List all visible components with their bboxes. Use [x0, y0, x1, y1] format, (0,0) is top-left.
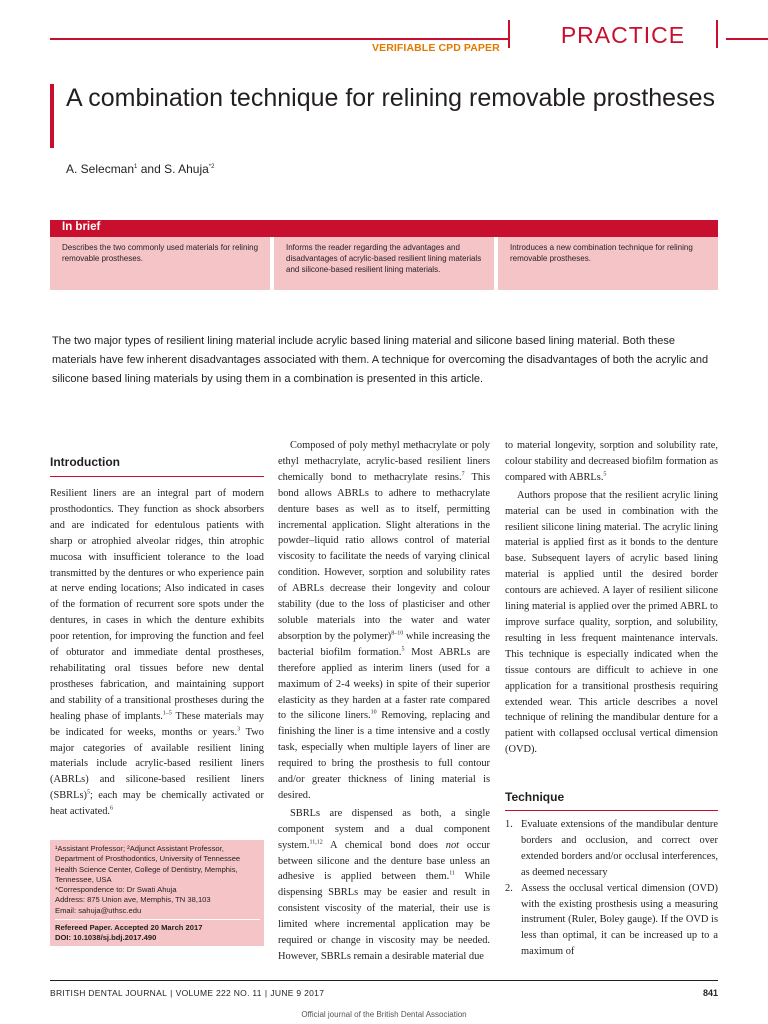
body-paragraph: Authors propose that the resilient acrylic lining material can be used in combination with the resilient silicone lining material. The acrylic lining material is applied first as it bonds to the denture base. Subsequent layers of acrylic based lining material is applied until the desired border contours are achieved. A layer of resilient silicone lining material is applied over the primed ABRL to improve surface quality, sorption, and solubility, resulting in less frequent maintenance intervals. This technique is especially indicated when the tissue contours are difficult to achieve in one application for a transitional prosthesis requiring extended wear. This article describes a novel technique of relining the mandibular denture for a patient with collapsed occlusal vertical dimension (OVD). — [505, 489, 718, 756]
introduction-rule — [50, 476, 264, 477]
header-divider-left — [508, 20, 510, 48]
address: Address: 875 Union ave, Memphis, TN 38,103 — [55, 895, 211, 905]
body-paragraph: Composed of poly methyl methacrylate or poly ethyl methacrylate, acrylic-based resilient liners chemically bond to methacrylate resins.$^7$ This bond allows ABRLs to adhere to methacrylate denture bases as well as to itself, permitting incremental application. Slight alterations in the powder–liquid ratio allows control of material viscosity to facilitate the needs of varying clinical condition. However, sorption and solubility rates of ABRLs decrease their longevity and colour stability (due to the loss of plasticiser and other soluble materials into the water and water absorption by the polymer)$^{8-10}$ while increasing the bacterial biofilm formation.$^5$ Most ABRLs are therefore applied as interim liners (used for a maximum of 2-4 weeks) in spite of their superior elasticity as they harden at a faster rate compared to the silicone liners.$^{10}$ Removing, replacing and finishing the liner is a time intensive and a costly task, especially when multiple layers of liner are required to bring the prosthesis to full contour and/or greater thickness of lining material is desired. — [278, 440, 491, 801]
body-paragraph: to material longevity, sorption and solubility rate, colour stability and decreased biofilm formation as compared with ABRLs.$^5$ — [505, 440, 718, 483]
author-joiner: and — [137, 162, 165, 176]
page-number: 841 — [702, 988, 718, 998]
in-brief-point: Describes the two commonly used materials for relining removable prostheses. — [50, 237, 270, 290]
introduction-body — [50, 486, 264, 820]
in-brief-point: Introduces a new combination technique for relining removable prostheses. — [498, 237, 718, 290]
affiliations-divider — [55, 919, 260, 920]
footer-rule — [50, 980, 718, 981]
section-label: PRACTICE — [560, 22, 686, 48]
technique-step: 2. Assess the occlusal vertical dimension (OVD) with the existing prosthesis using a measuring instrument (Ruler, Boley gauge). If the OVD is less than optimal, it can be increased up to a maximum of — [505, 882, 718, 958]
affiliations-box — [50, 840, 264, 946]
cpd-label: VERIFIABLE CPD PAPER — [372, 42, 500, 54]
author-2: S. Ahuja — [164, 162, 209, 176]
abstract: The two major types of resilient lining material include acrylic based lining material and silicone based lining material. Both these materials have few inherent disadvantages associated with them. A technique for overcoming the disadvantages of both the acrylic and silicone based lining materials by using them in a combination is presented in this article. — [52, 335, 709, 385]
body-column-2 — [278, 438, 490, 965]
article-title: A combination technique for relining removable prostheses — [66, 84, 715, 112]
title-accent-bar — [50, 84, 54, 148]
header-divider-right — [716, 20, 718, 48]
introduction-paragraph: Resilient liners are an integral part of modern prosthodontics. They function as shock absorbers and are indicated for edentulous patients with sharp or atrophied alveolar ridges, thin atrophic mucosa with insufficient tolerance to the load transmitted by the dentures or who experience pain at nerve ending locations; Also indicated in cases of the formation of recurrent sore spots under the dentures, in cases in which the denture exhibits poor retention, for improving the function and feel of obturator and immediate dental prostheses, rehabilitating oral tissues before new dental prostheses fabrication, and maintaining support and stability of a transitional prostheses during the healing phase of implants.$^{1-5}$ These materials may be indicated for weeks, months or years.$^3$ Two major categories of available resilient lining materials include acrylic-based resilient liners (ABRLs) and silicone-based resilient liners (SBRLs)$^5$; each may be chemically activated or heat activated.$^6$ — [50, 488, 264, 818]
journal-date: JUNE 9 2017 — [270, 988, 325, 998]
footer-tagline: Official journal of the British Dental Association — [301, 1010, 467, 1019]
in-brief-point: Informs the reader regarding the advantages and disadvantages of acrylic-based resilient lining materials and silicone-based resilient lining materials. — [274, 237, 494, 290]
technique-rule — [505, 810, 718, 811]
header-rule-right — [726, 38, 768, 40]
technique-step: 1. Evaluate extensions of the mandibular denture borders and occlusion, and correct over extended borders and/or occlusal interferences, as deemed necessary — [505, 819, 718, 878]
footer-citation: BRITISH DENTAL JOURNAL | VOLUME 222 NO. 11 | JUNE 9 2017 — [50, 988, 325, 998]
technique-steps — [505, 817, 718, 960]
journal-name: BRITISH DENTAL JOURNAL — [50, 988, 168, 998]
email: Email: sahuja@uthsc.edu — [55, 905, 142, 915]
correspondence: *Correspondence to: Dr Swati Ahuja — [55, 885, 177, 895]
doi: DOI: 10.1038/sj.bdj.2017.490 — [55, 933, 157, 943]
introduction-heading: Introduction — [50, 455, 120, 469]
body-column-3 — [505, 438, 718, 758]
in-brief-points — [50, 237, 718, 290]
in-brief-heading: In brief — [50, 220, 718, 237]
affiliation-text: ¹Assistant Professor; ²Adjunct Assistant Professor, Department of Prosthodontics, University of Tennessee Health Science Center, College of Dentistry, Memphis, Tennessee, USA — [55, 844, 241, 884]
author-2-affil: *2 — [208, 164, 215, 170]
author-1: A. Selecman — [66, 162, 135, 176]
refereed-note: Refereed Paper. Accepted 20 March 2017 — [55, 923, 203, 933]
author-1-affil: 1 — [134, 164, 138, 170]
body-paragraph: SBRLs are dispensed as both, a single component system and a dual component system.$^{11,12}$ A chemical bond does not occur between silicone and the denture base unless an adhesive is applied between them.$^{11}$ While dispensing SBRLs may be easier and result in consistent viscosity of the material, their use is limited where incremental application may be required or change in viscosity may be needed. However, SBRLs remain a desirable material due — [278, 807, 490, 962]
technique-heading: Technique — [505, 790, 565, 804]
header-rule-left — [50, 38, 508, 40]
journal-volume: VOLUME 222 NO. 11 — [175, 988, 262, 998]
authors — [66, 162, 214, 176]
